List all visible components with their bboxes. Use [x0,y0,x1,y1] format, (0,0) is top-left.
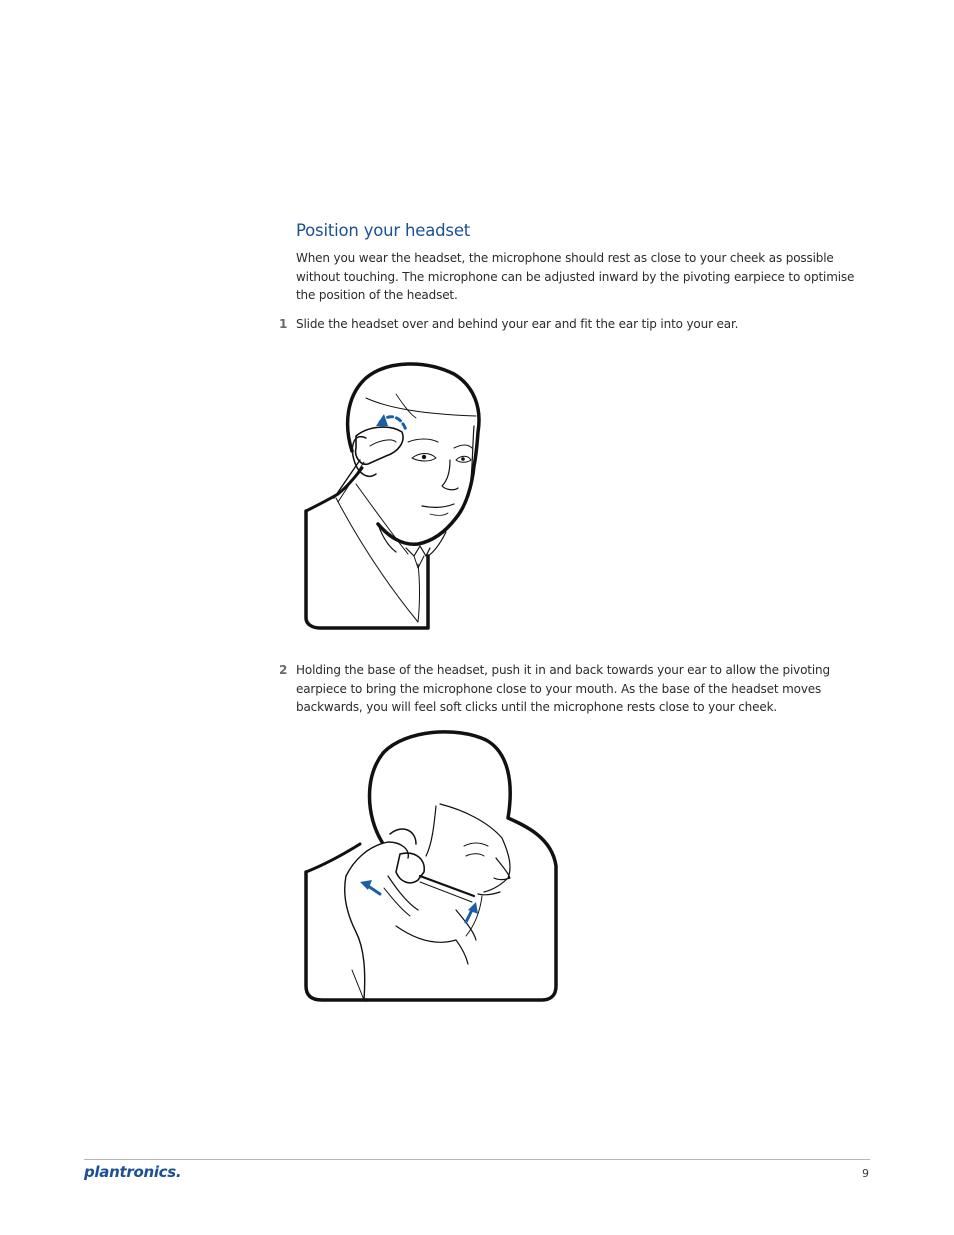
footer-divider [84,1159,870,1160]
intro-paragraph: When you wear the headset, the microphone should rest as close to your cheek as possible without touching. The microphone can be adjusted inward by the pivoting earpiece to optimise the position of the headset. [296,251,855,303]
step-text: Slide the headset over and behind your ear and fit the ear tip into your ear. [296,317,739,331]
step-number: 2 [279,663,288,677]
headset-fitting-illustration [296,356,496,636]
step-number: 1 [279,317,288,331]
headset-adjusting-illustration [296,726,566,1008]
step-text: Holding the base of the headset, push it in and back towards your ear to allow the pivoting earpiece to bring the microphone close to your mouth. As the base of the headset moves backwards, you will feel soft clicks until the microphone rests close to your cheek. [296,663,830,715]
section-title: Position your headset [296,221,471,240]
plantronics-logo: plantronics. [84,1163,182,1181]
page-number: 9 [862,1167,869,1180]
